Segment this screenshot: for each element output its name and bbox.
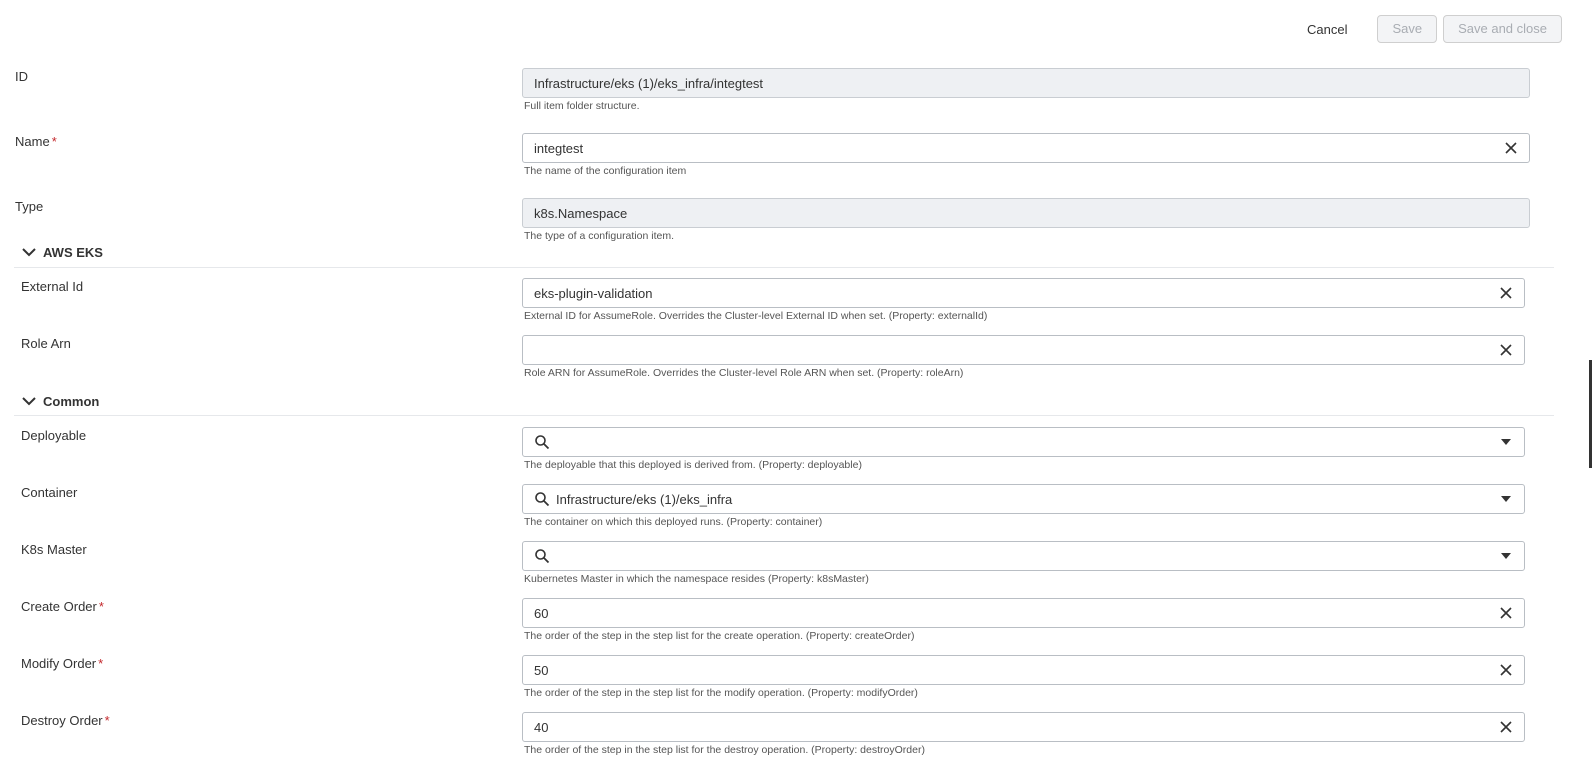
cancel-button[interactable]: Cancel [1306,21,1348,37]
deployable-select[interactable] [522,427,1525,457]
caret-down-icon[interactable] [1501,496,1511,502]
close-icon[interactable] [1499,663,1513,677]
section-aws-eks-title: AWS EKS [43,244,103,260]
destroy-order-help: The order of the step in the step list for the destroy operation. (Property: destroyOrder) [524,744,925,756]
type-help: The type of a configuration item. [524,230,674,242]
close-icon[interactable] [1499,606,1513,620]
section-divider [14,415,1554,416]
create-order-label: Create Order * [21,599,104,614]
required-marker: * [51,134,57,149]
destroy-order-label: Destroy Order * [21,713,110,728]
name-help: The name of the configuration item [524,165,687,177]
name-label: Name * [15,134,57,149]
required-marker: * [98,599,104,614]
id-value: Infrastructure/eks (1)/eks_infra/integtest [534,75,764,91]
type-field [522,198,1530,228]
role-arn-label: Role Arn [21,336,71,351]
role-arn-input[interactable] [522,335,1525,365]
container-label: Container [21,485,78,500]
close-icon[interactable] [1504,141,1518,155]
modify-order-label: Modify Order * [21,656,104,671]
external-id-input[interactable] [522,278,1525,308]
form-toolbar [1307,14,1562,44]
required-marker: * [104,713,110,728]
deployable-label: Deployable [21,428,87,443]
section-aws-eks[interactable] [21,244,103,260]
search-icon [534,434,550,450]
close-icon[interactable] [1499,343,1513,357]
k8s-master-label: K8s Master [21,542,87,557]
name-value[interactable]: integtest [534,140,584,156]
modify-order-value[interactable]: 50 [534,662,549,678]
k8s-master-select[interactable] [522,541,1525,571]
id-label: ID [15,69,28,84]
section-common[interactable] [21,393,99,409]
close-icon[interactable] [1499,720,1513,734]
save-and-close-button[interactable]: Save and close [1443,15,1562,43]
modify-order-help: The order of the step in the step list for the modify operation. (Property: modifyOrder) [524,687,918,699]
id-help: Full item folder structure. [524,100,640,112]
k8s-master-help: Kubernetes Master in which the namespace resides (Property: k8sMaster) [524,573,869,585]
container-help: The container on which this deployed runs. (Property: container) [524,516,823,528]
create-order-value[interactable]: 60 [534,605,549,621]
search-icon [534,491,550,507]
external-id-value[interactable]: eks-plugin-validation [534,285,653,301]
chevron-down-icon[interactable] [21,393,37,409]
section-common-title: Common [43,393,100,409]
search-icon [534,548,550,564]
deployable-help: The deployable that this deployed is derived from. (Property: deployable) [524,459,862,471]
section-divider [14,267,1554,268]
type-label: Type [15,199,44,214]
external-id-label: External Id [21,279,84,294]
caret-down-icon[interactable] [1501,439,1511,445]
destroy-order-value[interactable]: 40 [534,719,549,735]
destroy-order-input[interactable] [522,712,1525,742]
external-id-help: External ID for AssumeRole. Overrides the Cluster-level External ID when set. (Property: externalId) [524,310,988,322]
container-select[interactable] [522,484,1525,514]
container-value[interactable]: Infrastructure/eks (1)/eks_infra [556,491,733,507]
modify-order-input[interactable] [522,655,1525,685]
chevron-down-icon[interactable] [21,244,37,260]
type-value: k8s.Namespace [534,205,628,221]
required-marker: * [98,656,104,671]
create-order-help: The order of the step in the step list for the create operation. (Property: createOrder) [524,630,915,642]
name-input[interactable] [522,133,1530,163]
save-button[interactable]: Save [1377,15,1437,43]
id-field [522,68,1530,98]
role-arn-help: Role ARN for AssumeRole. Overrides the Cluster-level Role ARN when set. (Property: roleArn) [524,367,964,379]
caret-down-icon[interactable] [1501,553,1511,559]
close-icon[interactable] [1499,286,1513,300]
create-order-input[interactable] [522,598,1525,628]
